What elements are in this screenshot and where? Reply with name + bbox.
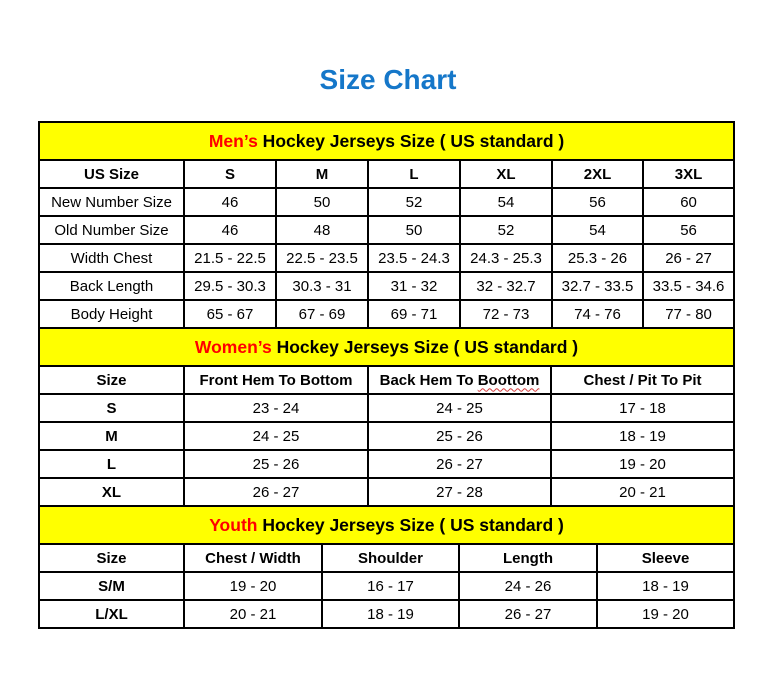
mens-value-cell: 31 - 32 xyxy=(368,272,460,300)
misspelled-word: Boottom xyxy=(477,371,540,389)
mens-value-cell: 46 xyxy=(184,188,276,216)
mens-row-label: New Number Size xyxy=(39,188,184,216)
womens-header-cell: Size xyxy=(39,366,184,394)
mens-value-cell: 60 xyxy=(643,188,734,216)
mens-value-cell: 54 xyxy=(460,188,552,216)
youth-header-cell: Size xyxy=(39,544,184,572)
youth-value-cell: 20 - 21 xyxy=(184,600,322,628)
womens-value-cell: 24 - 25 xyxy=(184,422,368,450)
mens-header-cell: 2XL xyxy=(552,160,643,188)
youth-row-label: S/M xyxy=(39,572,184,600)
mens-value-cell: 23.5 - 24.3 xyxy=(368,244,460,272)
mens-header-cell: US Size xyxy=(39,160,184,188)
mens-value-cell: 65 - 67 xyxy=(184,300,276,328)
womens-title-accent: Women’s xyxy=(194,336,272,357)
mens-value-cell: 46 xyxy=(184,216,276,244)
youth-data-row xyxy=(39,572,734,600)
youth-table-title: Youth Hockey Jerseys Size ( US standard ) xyxy=(39,506,734,544)
youth-title-row xyxy=(39,506,734,544)
youth-header-row xyxy=(39,544,734,572)
mens-value-cell: 56 xyxy=(552,188,643,216)
womens-data-row xyxy=(39,422,734,450)
mens-data-row xyxy=(39,272,734,300)
mens-title-row xyxy=(39,122,734,160)
womens-header-cell: Front Hem To Bottom xyxy=(184,366,368,394)
youth-data-row xyxy=(39,600,734,628)
size-tables-container xyxy=(38,121,733,629)
youth-row-label: L/XL xyxy=(39,600,184,628)
mens-value-cell: 22.5 - 23.5 xyxy=(276,244,368,272)
mens-row-label: Back Length xyxy=(39,272,184,300)
womens-value-cell: 26 - 27 xyxy=(368,450,551,478)
womens-data-row xyxy=(39,394,734,422)
womens-row-label: S xyxy=(39,394,184,422)
mens-value-cell: 25.3 - 26 xyxy=(552,244,643,272)
womens-value-cell: 27 - 28 xyxy=(368,478,551,506)
mens-value-cell: 21.5 - 22.5 xyxy=(184,244,276,272)
mens-value-cell: 56 xyxy=(643,216,734,244)
mens-row-label: Old Number Size xyxy=(39,216,184,244)
womens-value-cell: 20 - 21 xyxy=(551,478,734,506)
mens-header-cell: XL xyxy=(460,160,552,188)
womens-value-cell: 25 - 26 xyxy=(184,450,368,478)
mens-data-row xyxy=(39,244,734,272)
youth-value-cell: 19 - 20 xyxy=(184,572,322,600)
mens-row-label: Width Chest xyxy=(39,244,184,272)
mens-value-cell: 54 xyxy=(552,216,643,244)
womens-value-cell: 18 - 19 xyxy=(551,422,734,450)
womens-row-label: L xyxy=(39,450,184,478)
youth-size-table xyxy=(38,505,735,629)
mens-row-label: Body Height xyxy=(39,300,184,328)
womens-value-cell: 23 - 24 xyxy=(184,394,368,422)
mens-value-cell: 26 - 27 xyxy=(643,244,734,272)
mens-value-cell: 32 - 32.7 xyxy=(460,272,552,300)
youth-title-accent: Youth xyxy=(209,514,258,535)
mens-header-cell: L xyxy=(368,160,460,188)
mens-value-cell: 52 xyxy=(368,188,460,216)
mens-header-cell: M xyxy=(276,160,368,188)
womens-header-cell: Back Hem To Boottom xyxy=(368,366,551,394)
mens-size-table xyxy=(38,121,735,329)
mens-value-cell: 72 - 73 xyxy=(460,300,552,328)
womens-value-cell: 26 - 27 xyxy=(184,478,368,506)
mens-value-cell: 30.3 - 31 xyxy=(276,272,368,300)
youth-header-cell: Chest / Width xyxy=(184,544,322,572)
womens-value-cell: 25 - 26 xyxy=(368,422,551,450)
womens-table-title: Women’s Hockey Jerseys Size ( US standard ) xyxy=(39,328,734,366)
page-title: Size Chart xyxy=(319,64,457,95)
mens-data-row xyxy=(39,300,734,328)
youth-value-cell: 18 - 19 xyxy=(597,572,734,600)
mens-value-cell: 77 - 80 xyxy=(643,300,734,328)
youth-value-cell: 26 - 27 xyxy=(459,600,597,628)
mens-data-row xyxy=(39,188,734,216)
youth-value-cell: 18 - 19 xyxy=(322,600,459,628)
mens-value-cell: 24.3 - 25.3 xyxy=(460,244,552,272)
mens-value-cell: 33.5 - 34.6 xyxy=(643,272,734,300)
womens-title-row xyxy=(39,328,734,366)
womens-row-label: XL xyxy=(39,478,184,506)
womens-value-cell: 19 - 20 xyxy=(551,450,734,478)
youth-header-cell: Shoulder xyxy=(322,544,459,572)
mens-value-cell: 50 xyxy=(368,216,460,244)
mens-header-cell: 3XL xyxy=(643,160,734,188)
mens-value-cell: 32.7 - 33.5 xyxy=(552,272,643,300)
youth-header-cell: Length xyxy=(459,544,597,572)
mens-data-row xyxy=(39,216,734,244)
youth-value-cell: 19 - 20 xyxy=(597,600,734,628)
mens-header-row xyxy=(39,160,734,188)
mens-value-cell: 52 xyxy=(460,216,552,244)
youth-value-cell: 16 - 17 xyxy=(322,572,459,600)
youth-value-cell: 24 - 26 xyxy=(459,572,597,600)
mens-value-cell: 48 xyxy=(276,216,368,244)
womens-header-cell: Chest / Pit To Pit xyxy=(551,366,734,394)
mens-value-cell: 74 - 76 xyxy=(552,300,643,328)
mens-value-cell: 69 - 71 xyxy=(368,300,460,328)
womens-value-cell: 24 - 25 xyxy=(368,394,551,422)
mens-header-cell: S xyxy=(184,160,276,188)
mens-title-accent: Men’s xyxy=(208,130,258,151)
mens-value-cell: 29.5 - 30.3 xyxy=(184,272,276,300)
womens-header-row xyxy=(39,366,734,394)
mens-table-title: Men’s Hockey Jerseys Size ( US standard ) xyxy=(39,122,734,160)
womens-size-table xyxy=(38,327,735,507)
womens-data-row xyxy=(39,478,734,506)
womens-data-row xyxy=(39,450,734,478)
mens-value-cell: 67 - 69 xyxy=(276,300,368,328)
womens-value-cell: 17 - 18 xyxy=(551,394,734,422)
mens-value-cell: 50 xyxy=(276,188,368,216)
womens-row-label: M xyxy=(39,422,184,450)
youth-header-cell: Sleeve xyxy=(597,544,734,572)
